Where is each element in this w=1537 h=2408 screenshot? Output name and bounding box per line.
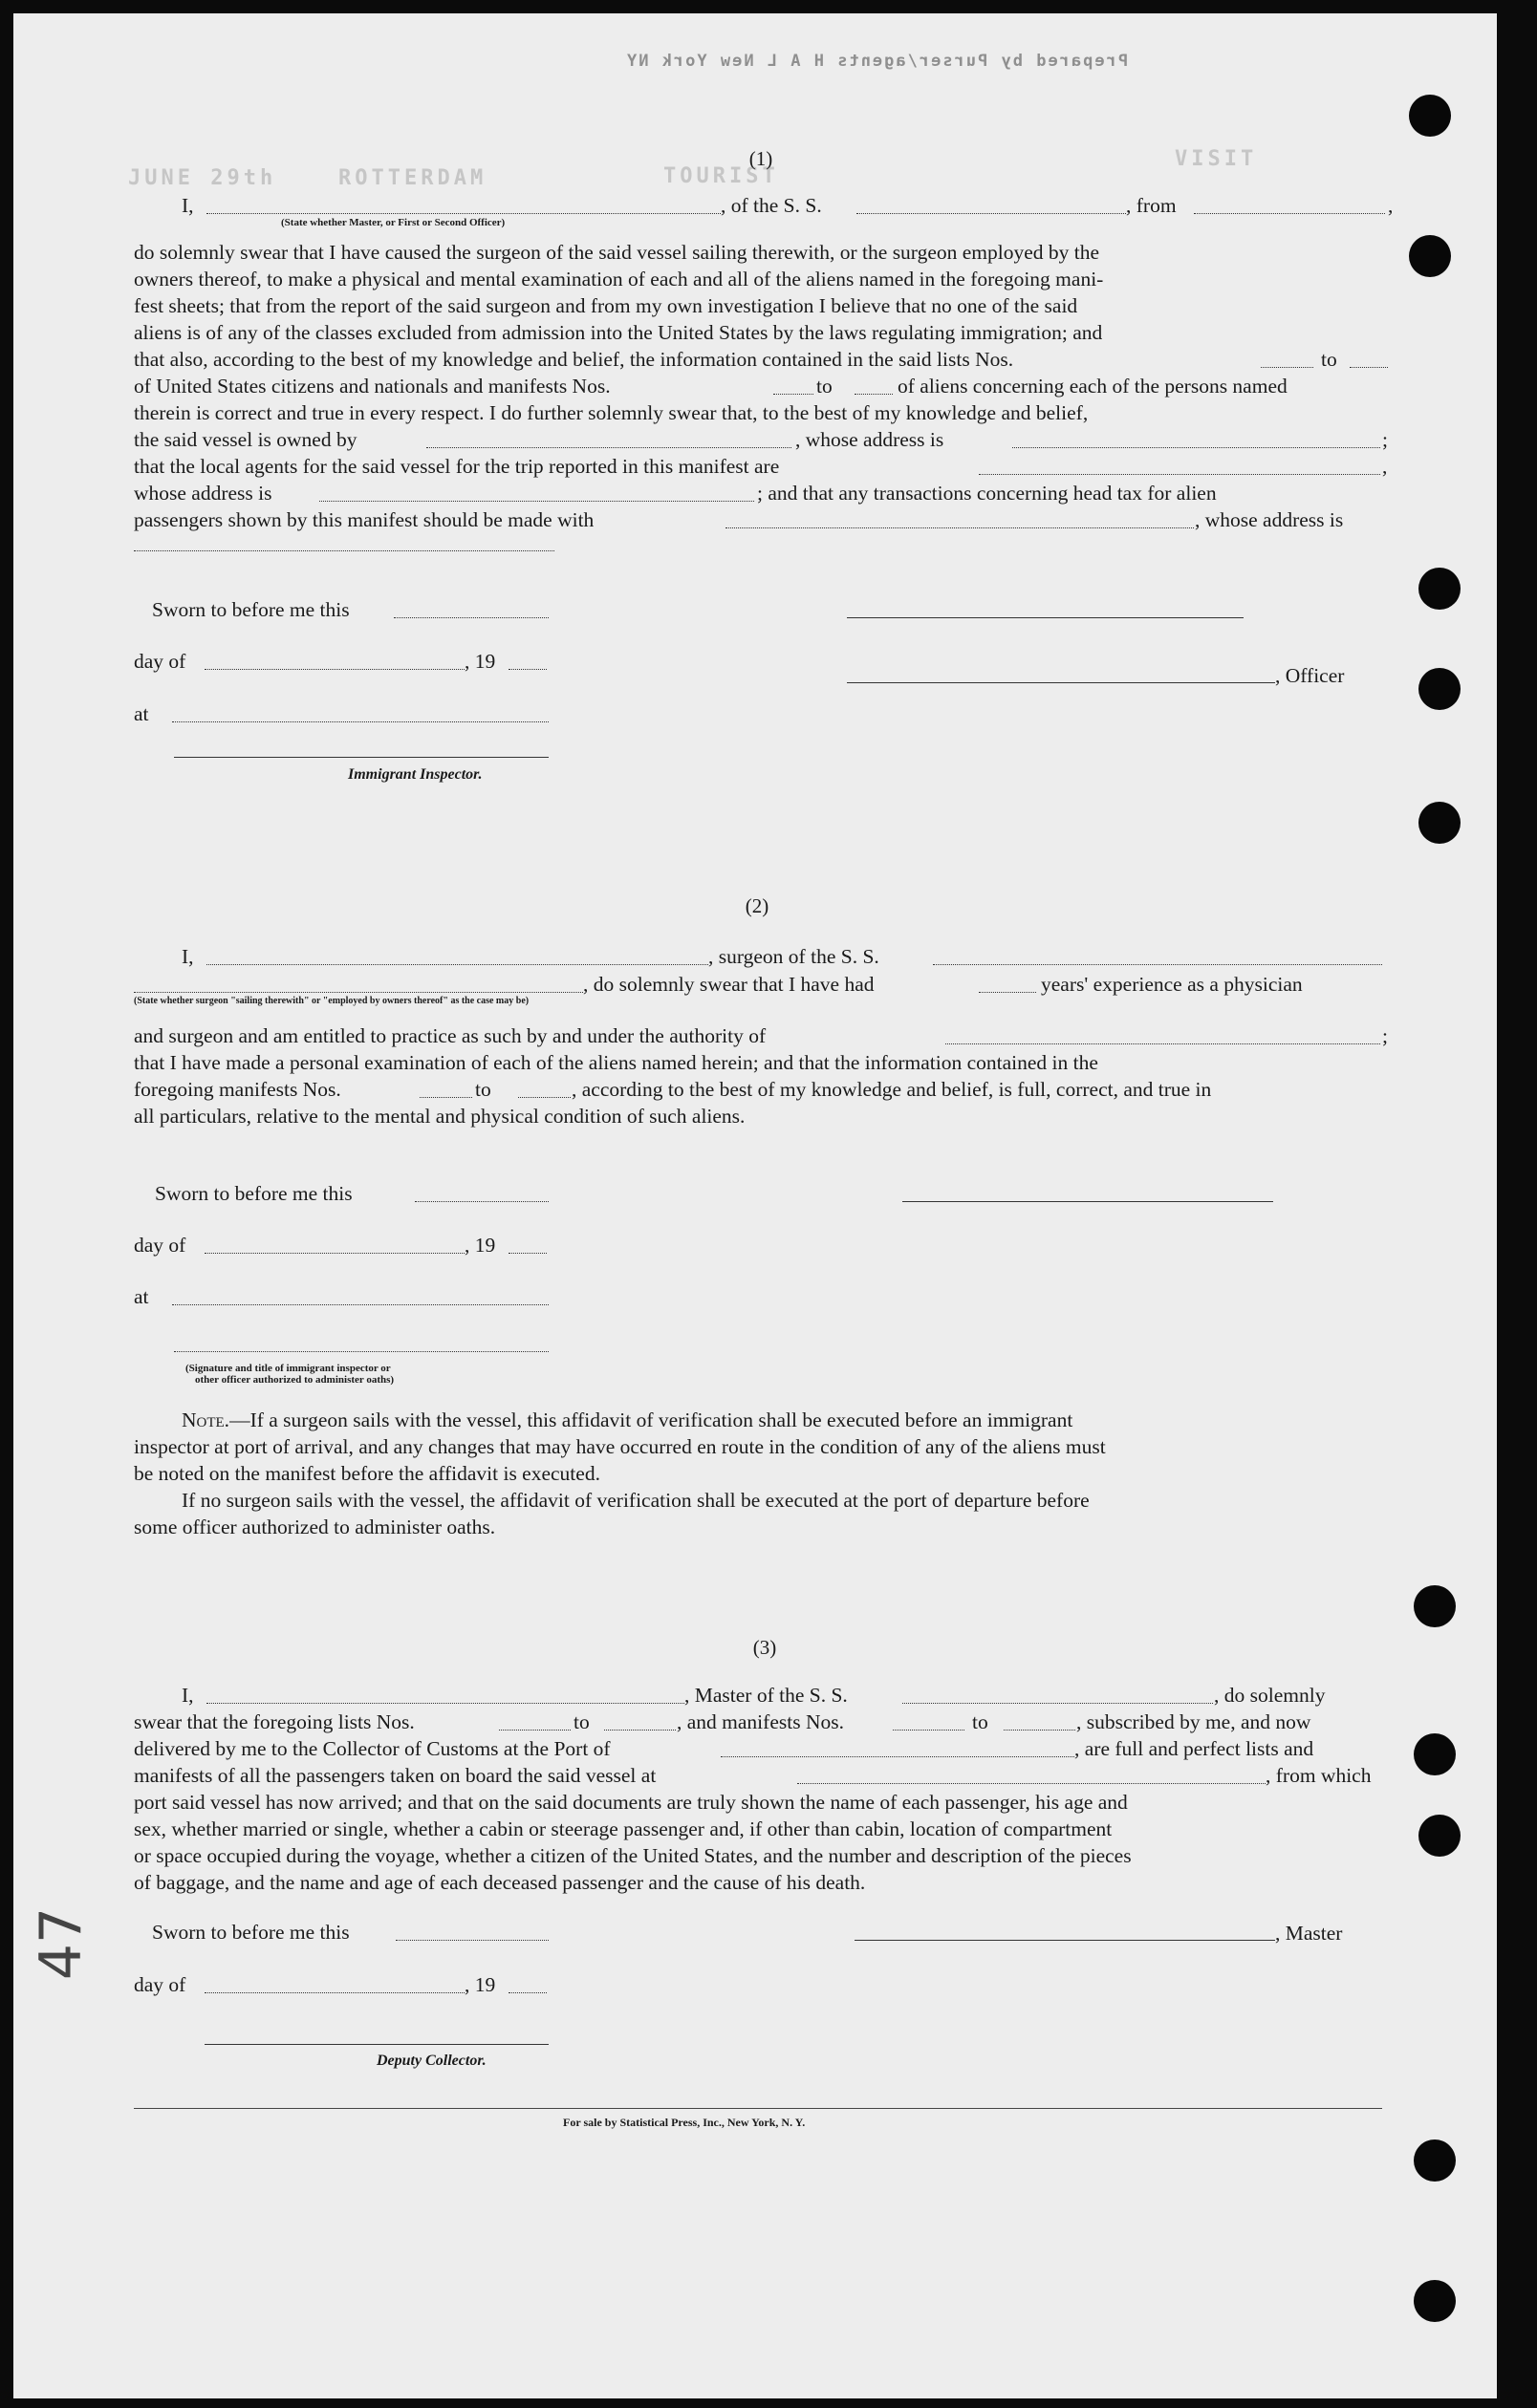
- bleed-through-text: VISIT: [1175, 147, 1258, 171]
- note-text: —If a surgeon sails with the vessel, this affidavit of verification shall be executed before an immigrant: [229, 1408, 1073, 1431]
- s3-line4a: manifests of all the passengers taken on board the said vessel at: [134, 1764, 657, 1787]
- s2-sworn: Sworn to before me this: [155, 1182, 353, 1205]
- s2-line5b: , according to the best of my knowledge and belief, is full, correct, and true in: [572, 1078, 1212, 1101]
- s1-at-field[interactable]: [172, 721, 549, 722]
- s1-officer-label: , Officer: [1275, 664, 1345, 687]
- s2-line3: and surgeon and am entitled to practice as such by and under the authority of: [134, 1024, 767, 1047]
- section-3-number: (3): [752, 1636, 777, 1659]
- s1-local-agents: that the local agents for the said vessel for the trip reported in this manifest are: [134, 455, 780, 478]
- ship-name-field[interactable]: [856, 213, 1126, 214]
- s2-line4: that I have made a personal examination of each of the aliens named herein; and that the information contained in the: [134, 1051, 1098, 1074]
- owner-address-field[interactable]: [1012, 447, 1380, 448]
- s2-years: years' experience as a physician: [1041, 973, 1303, 996]
- bleed-through-text: ROTTERDAM: [338, 166, 487, 190]
- s3-line4b: , from which: [1266, 1764, 1372, 1787]
- punch-hole: [1418, 668, 1461, 710]
- s1-passengers: passengers shown by this manifest should be made with: [134, 508, 595, 531]
- s3-day-field[interactable]: [205, 1992, 465, 1993]
- note-line: inspector at port of arrival, and any changes that may have occurred en route in the condition of any of the aliens must: [134, 1435, 1106, 1458]
- s3-line2a: swear that the foregoing lists Nos.: [134, 1710, 415, 1733]
- port-field[interactable]: [721, 1756, 1074, 1757]
- s3-manifest-from-field[interactable]: [893, 1730, 964, 1731]
- s1-day-of: day of: [134, 650, 186, 673]
- s3-to2: to: [972, 1710, 988, 1733]
- s1-at: at: [134, 702, 149, 725]
- punch-hole: [1414, 2139, 1456, 2182]
- head-tax-contact-field[interactable]: [725, 527, 1194, 528]
- s1-to2: to: [816, 375, 833, 398]
- s2-manifest-to-field[interactable]: [518, 1097, 571, 1098]
- s1-line: fest sheets; that from the report of the said surgeon and from my own investigation I believe that no one of the said: [134, 294, 1078, 317]
- s2-semi: ;: [1382, 1024, 1388, 1047]
- s1-from: , from: [1126, 194, 1177, 217]
- bleed-through-text: JUNE 29th: [128, 166, 277, 190]
- practice-authority-field[interactable]: [945, 1043, 1380, 1044]
- local-agents-field[interactable]: [979, 474, 1380, 475]
- s2-line5a: foregoing manifests Nos.: [134, 1078, 341, 1101]
- punch-hole: [1414, 2280, 1456, 2322]
- s3-deputy-label: Deputy Collector.: [377, 2053, 487, 2069]
- list-to-field[interactable]: [1350, 367, 1388, 368]
- note-line: some officer authorized to administer oaths.: [134, 1516, 496, 1538]
- s3-sworn-date-field[interactable]: [396, 1940, 549, 1941]
- s2-line6: all particulars, relative to the mental and physical condition of such aliens.: [134, 1105, 746, 1128]
- s3-do-solemnly: , do solemnly: [1214, 1684, 1326, 1707]
- s2-day-of: day of: [134, 1234, 186, 1257]
- s2-to: to: [475, 1078, 491, 1101]
- s1-day-field[interactable]: [205, 669, 465, 670]
- s3-line: or space occupied during the voyage, whether a citizen of the United States, and the number and description of the pieces: [134, 1844, 1132, 1867]
- note-line: If no surgeon sails with the vessel, the affidavit of verification shall be executed at the port of departure before: [182, 1489, 1090, 1512]
- s2-at: at: [134, 1285, 149, 1308]
- s3-master-of: , Master of the S. S.: [684, 1684, 848, 1707]
- s3-i: I,: [182, 1684, 194, 1707]
- s1-sworn: Sworn to before me this: [152, 598, 350, 621]
- surgeon-status-field[interactable]: [134, 992, 583, 993]
- s2-signature-note: (Signature and title of immigrant inspector or: [185, 1363, 391, 1374]
- punch-hole: [1418, 1815, 1461, 1857]
- s2-ship-name-field[interactable]: [933, 964, 1382, 965]
- s1-to1: to: [1321, 348, 1337, 371]
- s3-ship-name-field[interactable]: [902, 1703, 1213, 1704]
- s3-manifest-to-field[interactable]: [1004, 1730, 1075, 1731]
- list-from-field[interactable]: [1261, 367, 1313, 368]
- punch-hole: [1409, 95, 1451, 137]
- punch-hole: [1418, 802, 1461, 844]
- s2-sworn-date-field[interactable]: [415, 1201, 549, 1202]
- s1-line: owners thereof, to make a physical and mental examination of each and all of the aliens named in the foregoing mani-: [134, 268, 1104, 290]
- punch-hole: [1414, 1733, 1456, 1775]
- s1-sworn-date-field[interactable]: [394, 617, 549, 618]
- s1-inspector-signature-line[interactable]: [174, 757, 549, 758]
- s1-head-tax: ; and that any transactions concerning head tax for alien: [757, 482, 1217, 505]
- s3-to1: to: [574, 1710, 590, 1733]
- s3-line: of baggage, and the name and age of each deceased passenger and the cause of his death.: [134, 1871, 866, 1894]
- section-1-number: (1): [748, 147, 773, 170]
- s1-inspector-label: Immigrant Inspector.: [348, 766, 483, 783]
- s2-year-field[interactable]: [509, 1253, 547, 1254]
- s1-officer-name-line[interactable]: [847, 682, 1275, 683]
- s3-line: sex, whether married or single, whether a cabin or steerage passenger and, if other than cabin, location of compartment: [134, 1817, 1113, 1840]
- section-2-number: (2): [745, 894, 769, 917]
- manifest-page: [13, 13, 1497, 2398]
- s3-master-signature-line[interactable]: [855, 1940, 1275, 1941]
- s1-line: do solemnly swear that I have caused the surgeon of the said vessel sailing therewith, or the surgeon employed by the: [134, 241, 1100, 264]
- punch-hole: [1418, 568, 1461, 610]
- handwritten-number: 47: [28, 1906, 96, 1981]
- s3-sworn: Sworn to before me this: [152, 1921, 350, 1944]
- s1-of-ss: , of the S. S.: [721, 194, 822, 217]
- surgeon-name-field[interactable]: [206, 964, 708, 965]
- s1-line: that also, according to the best of my knowledge and belief, the information contained in the said lists Nos.: [134, 348, 1014, 371]
- s1-comma: ,: [1388, 194, 1394, 217]
- s2-day-field[interactable]: [205, 1253, 465, 1254]
- s1-owned-by: the said vessel is owned by: [134, 428, 357, 451]
- s1-line6a: of United States citizens and nationals and manifests Nos.: [134, 375, 611, 398]
- boarding-port-field[interactable]: [797, 1783, 1266, 1784]
- owner-field[interactable]: [426, 447, 791, 448]
- s3-collector-signature-line[interactable]: [205, 2044, 549, 2045]
- s1-whose-address: , whose address is: [795, 428, 944, 451]
- s1-whose-address2: , whose address is: [1195, 508, 1344, 531]
- bleed-through-text: TOURIST: [663, 164, 779, 188]
- s3-list-to-field[interactable]: [604, 1730, 676, 1731]
- s1-i: I,: [182, 194, 194, 217]
- s1-line6b: of aliens concerning each of the persons named: [898, 375, 1288, 398]
- bleed-through-preparer: Prepared by Purser/agents H A L New York NY: [625, 52, 1129, 71]
- years-experience-field[interactable]: [979, 992, 1036, 993]
- s3-line3a: delivered by me to the Collector of Customs at the Port of: [134, 1737, 611, 1760]
- punch-hole: [1409, 235, 1451, 277]
- master-name-field[interactable]: [206, 1703, 684, 1704]
- s3-year: , 19: [465, 1973, 496, 1996]
- s3-line: port said vessel has now arrived; and that on the said documents are truly shown the name of each passenger, his age and: [134, 1791, 1128, 1814]
- s1-semi: ;: [1382, 428, 1388, 451]
- punch-hole: [1414, 1585, 1456, 1627]
- footer-rule: [134, 2108, 1382, 2109]
- s2-surgeon-signature-line[interactable]: [902, 1201, 1273, 1202]
- s2-i: I,: [182, 945, 194, 968]
- surgeon-status-note: (State whether surgeon "sailing therewith" or "employed by owners thereof" as the case may be): [134, 996, 530, 1006]
- s2-year: , 19: [465, 1234, 496, 1257]
- s3-year-field[interactable]: [509, 1992, 547, 1993]
- s3-list-from-field[interactable]: [499, 1730, 571, 1731]
- s2-surgeon-of: , surgeon of the S. S.: [708, 945, 879, 968]
- s2-at-field[interactable]: [172, 1304, 549, 1305]
- s1-year-field[interactable]: [509, 669, 547, 670]
- agents-address-field[interactable]: [319, 501, 754, 502]
- s2-manifest-from-field[interactable]: [420, 1097, 472, 1098]
- head-tax-address-field[interactable]: [134, 550, 554, 551]
- s2-solemnly: , do solemnly swear that I have had: [583, 973, 875, 996]
- s2-signature-note: other officer authorized to administer oaths): [195, 1374, 395, 1386]
- officer-name-field[interactable]: [206, 213, 721, 214]
- s1-line: aliens is of any of the classes excluded from admission into the United States by the laws regulating immigration; and: [134, 321, 1103, 344]
- s3-line3b: , are full and perfect lists and: [1074, 1737, 1314, 1760]
- s1-whose-address-is: whose address is: [134, 482, 272, 505]
- s3-master-label: , Master: [1275, 1922, 1343, 1945]
- manifest-from-field[interactable]: [773, 394, 813, 395]
- manifest-to-field[interactable]: [855, 394, 893, 395]
- s1-year: , 19: [465, 650, 496, 673]
- officer-note: (State whether Master, or First or Second Officer): [281, 217, 506, 228]
- note-line: [182, 1407, 1072, 1433]
- s3-day-of: day of: [134, 1973, 186, 1996]
- s3-line2c: , subscribed by me, and now: [1076, 1710, 1311, 1733]
- s3-line2b: , and manifests Nos.: [677, 1710, 844, 1733]
- note-label: Note.: [182, 1408, 230, 1431]
- note-line: be noted on the manifest before the affidavit is executed.: [134, 1462, 600, 1485]
- s2-inspector-signature-line[interactable]: [174, 1351, 549, 1352]
- s1-comma2: ,: [1382, 455, 1388, 478]
- footer-text: For sale by Statistical Press, Inc., New York, N. Y.: [563, 2116, 806, 2129]
- s1-line7: therein is correct and true in every respect. I do further solemnly swear that, to the best of my knowledge and belief,: [134, 401, 1089, 424]
- s1-officer-signature-line[interactable]: [847, 617, 1244, 618]
- from-port-field[interactable]: [1194, 213, 1385, 214]
